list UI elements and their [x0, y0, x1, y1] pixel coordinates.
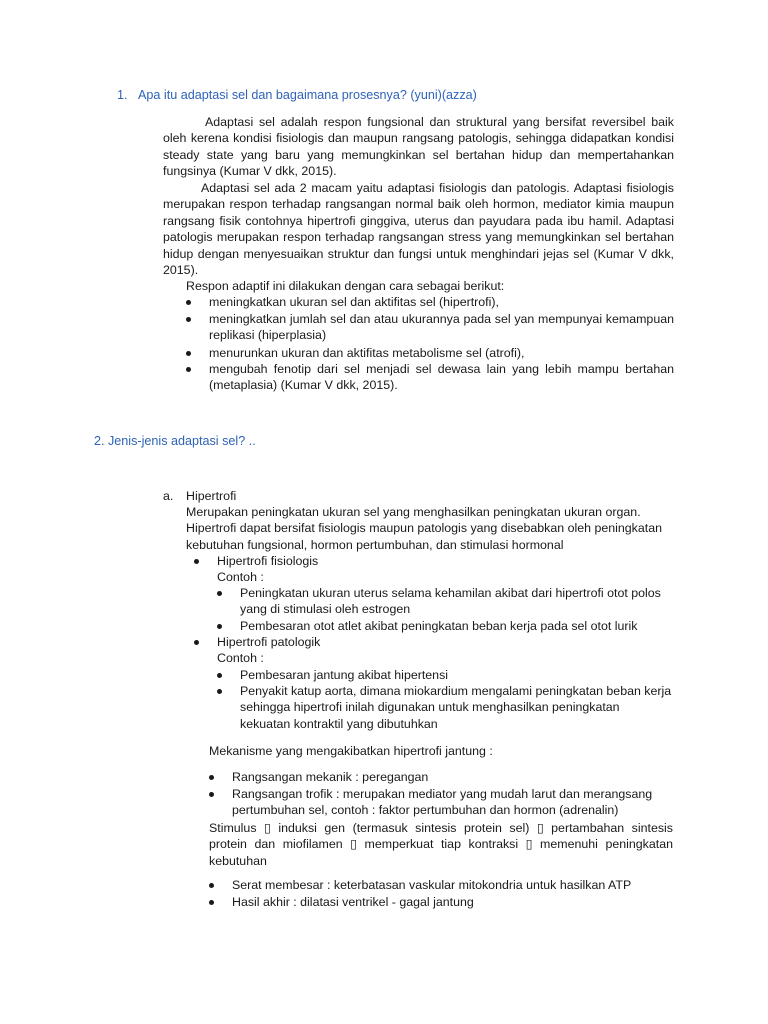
- list-item: [186, 345, 674, 361]
- list-item: [209, 894, 673, 910]
- hipertrofi-description: Merupakan peningkatan ukuran sel yang menghasilkan peningkatan ukuran organ. Hipertrofi dapat bersifat fisiologis maupun patologis yang disebabkan oleh peningkatan kebutuhan fungsional, hormon pertumbuhan, dan stimulasi hormonal: [186, 505, 662, 552]
- bullet-icon: [209, 900, 214, 905]
- list-item: [186, 361, 674, 394]
- hipertrofi-title: Hipertrofi: [186, 489, 237, 503]
- bullet-icon: [186, 317, 191, 322]
- bullet-icon: [217, 689, 222, 694]
- bullet-icon: [217, 673, 222, 678]
- list-item-patologik: [194, 634, 664, 650]
- list-item-text: Rangsangan mekanik : peregangan: [232, 770, 429, 784]
- mekanisme-title: Mekanisme yang mengakibatkan hipertrofi jantung :: [209, 744, 493, 758]
- list-item: [209, 786, 673, 819]
- list-item-text: mengubah fenotip dari sel menjadi sel dewasa lain yang lebih mampu bertahan (metaplasia) (Kumar V dkk, 2015).: [209, 362, 674, 393]
- bullet-icon: [209, 792, 214, 797]
- bullet-icon: [186, 367, 191, 372]
- bullet-icon: [217, 624, 222, 629]
- list-item-text: Hipertrofi fisiologis: [217, 554, 319, 568]
- bullet-icon: [209, 883, 214, 888]
- bullet-icon: [209, 775, 214, 780]
- question-1-number: 1.: [117, 88, 128, 102]
- bullet-icon: [217, 591, 222, 596]
- bullet-icon: [186, 300, 191, 305]
- list-item-text: Penyakit katup aorta, dimana miokardium mengalami peningkatan beban kerja sehingga hipertrofi inilah digunakan untuk menghasilkan peningkatan kekuatan kontraktil yang dibutuhkan: [240, 684, 672, 731]
- list-item-text: Rangsangan trofik : merupakan mediator yang mudah larut dan merangsang pertumbuhan sel, contoh : faktor pertumbuhan dan hormon (adrenalin): [232, 787, 653, 818]
- list-item: [186, 294, 674, 310]
- question-2-title: 2. Jenis-jenis adaptasi sel? ..: [94, 434, 256, 448]
- list-item-text: Hipertrofi patologik: [217, 635, 321, 649]
- list-item: [209, 769, 673, 785]
- list-item-text: Hasil akhir : dilatasi ventrikel - gagal jantung: [232, 895, 474, 909]
- list-item: [217, 683, 673, 732]
- stimulus-paragraph: Stimulus ▯ induksi gen (termasuk sintesis protein sel) ▯ pertambahan sintesis protein dan miofilamen ▯ memperkuat tiap kontraksi ▯ memenuhi peningkatan kebutuhan: [209, 821, 673, 868]
- list-item-text: meningkatkan jumlah sel dan atau ukurannya pada sel yan mempunyai kemampuan replikasi (hiperplasia): [209, 312, 674, 343]
- paragraph-types: Adaptasi sel ada 2 macam yaitu adaptasi fisiologis dan patologis. Adaptasi fisiologis merupakan respon terhadap rangsangan normal baik oleh hormon, mediator kimia maupun rangsang fisik contohnya hipertrofi ginggiva, uterus dan payudara pada ibu hamil. Adaptasi patologis merupakan respon terhadap rangsangan stress yang memungkinkan sel bertahan hidup dengan menyesuaikan struktur dan fungsi untuk menghindari jejas sel (Kumar V dkk, 2015).: [163, 181, 674, 278]
- bullet-icon: [186, 351, 191, 356]
- list-item-text: menurunkan ukuran dan aktifitas metabolisme sel (atrofi),: [209, 346, 525, 360]
- bullet-intro: Respon adaptif ini dilakukan dengan cara sebagai berikut:: [186, 279, 505, 293]
- item-label-a: a.: [163, 489, 174, 503]
- list-item-fisiologis: [194, 553, 664, 569]
- list-item-text: Serat membesar : keterbatasan vaskular mitokondria untuk hasilkan ATP: [232, 878, 632, 892]
- paragraph-definition: Adaptasi sel adalah respon fungsional dan struktural yang bersifat reversibel baik oleh kerena kondisi fisiologis dan maupun rangsang patologis, sehingga didapatkan kondisi steady state yang baru yang memungkinkan sel bertahan hidup dan mempertahankan fungsinya (Kumar V dkk, 2015).: [163, 115, 674, 179]
- list-item: [186, 311, 674, 344]
- list-item-text: meningkatkan ukuran sel dan aktifitas sel (hipertrofi),: [209, 295, 499, 309]
- list-item: [217, 667, 673, 683]
- list-item: [209, 877, 673, 893]
- bullet-icon: [194, 559, 199, 564]
- list-item-text: Pembesaran jantung akibat hipertensi: [240, 668, 449, 682]
- bullet-icon: [194, 640, 199, 645]
- list-item: [217, 585, 673, 618]
- contoh-label: Contoh :: [217, 570, 264, 584]
- list-item: [217, 618, 673, 634]
- question-1-title: Apa itu adaptasi sel dan bagaimana prosesnya? (yuni)(azza): [138, 88, 477, 102]
- list-item-text: Peningkatan ukuran uterus selama kehamilan akibat dari hipertrofi otot polos yang di stimulasi oleh estrogen: [240, 586, 661, 617]
- list-item-text: Pembesaran otot atlet akibat peningkatan beban kerja pada sel otot lurik: [240, 619, 638, 633]
- contoh-label: Contoh :: [217, 651, 264, 665]
